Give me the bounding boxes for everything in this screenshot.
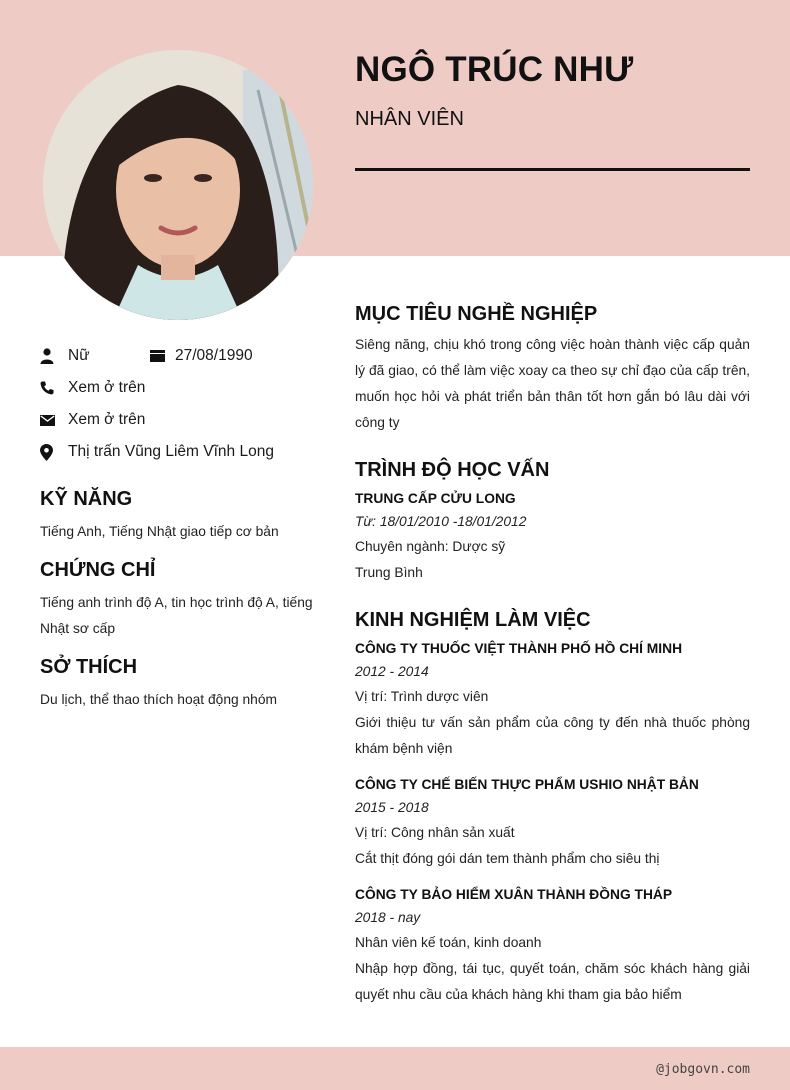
dob-value: 27/08/1990	[175, 347, 253, 364]
info-row-email	[40, 404, 325, 436]
address-value: Thị trấn Vũng Liêm Vĩnh Long	[68, 443, 274, 460]
experience-item	[355, 638, 750, 762]
experience-description: Giới thiệu tư vấn sản phẩm của công ty đến nhà thuốc phòng khám bệnh viện	[355, 715, 750, 756]
phone-value: Xem ở trên	[68, 379, 146, 396]
hobbies-heading: SỞ THÍCH	[40, 656, 138, 678]
education-grade: Trung Bình	[355, 565, 423, 580]
education-period: Từ: 18/01/2010 -18/01/2012	[355, 514, 527, 529]
experience-item	[355, 774, 750, 872]
education-school: TRUNG CẤP CỬU LONG	[355, 491, 516, 506]
skills-text: Tiếng Anh, Tiếng Nhật giao tiếp cơ bản	[40, 524, 279, 539]
right-column	[355, 300, 750, 1008]
experience-description: Nhập hợp đồng, tái tục, quyết toán, chăm sóc khách hàng giải quyết nhu cầu của khách hàng khi tham gia bảo hiểm	[355, 961, 750, 1002]
location-pin-icon	[40, 444, 68, 461]
email-value: Xem ở trên	[68, 411, 146, 428]
experience-position: Nhân viên kế toán, kinh doanh	[355, 935, 542, 950]
profile-name: NGÔ TRÚC NHƯ	[355, 50, 634, 89]
header-divider	[355, 168, 750, 171]
experience-company: CÔNG TY THUỐC VIỆT THÀNH PHỐ HỒ CHÍ MINH	[355, 641, 683, 656]
person-icon	[40, 348, 68, 364]
experience-item	[355, 884, 750, 1008]
experience-description: Cắt thịt đóng gói dán tem thành phẩm cho siêu thị	[355, 851, 660, 866]
profile-title: NHÂN VIÊN	[355, 108, 464, 130]
skills-heading: KỸ NĂNG	[40, 488, 133, 510]
certificates-text: Tiếng anh trình độ A, tin học trình độ A, tiếng Nhật sơ cấp	[40, 595, 313, 636]
experience-period: 2018 - nay	[355, 910, 421, 925]
footer-brand: @jobgovn.com	[656, 1062, 750, 1077]
dob-group	[150, 340, 253, 372]
objective-text: Siêng năng, chịu khó trong công việc hoàn thành việc cấp quản lý đã giao, có thể làm việc xoay ca theo sự chỉ đạo của cấp trên, muốn học hỏi và phát triển bản thân tốt hơn gắn bó lâu dài với công ty	[355, 337, 750, 430]
hobbies-text: Du lịch, thể thao thích hoạt động nhóm	[40, 692, 278, 707]
calendar-icon	[150, 350, 175, 362]
experience-company: CÔNG TY BẢO HIỂM XUÂN THÀNH ĐỒNG THÁP	[355, 887, 673, 902]
education-major: Chuyên ngành: Dược sỹ	[355, 539, 506, 554]
gender-value: Nữ	[68, 347, 90, 364]
profile-photo	[43, 50, 313, 320]
experience-position: Vị trí: Công nhân sản xuất	[355, 825, 515, 840]
experience-period: 2012 - 2014	[355, 664, 429, 679]
left-column	[40, 340, 325, 713]
experience-position: Vị trí: Trình dược viên	[355, 689, 489, 704]
objective-heading: MỤC TIÊU NGHỀ NGHIỆP	[355, 303, 598, 325]
experience-heading: KINH NGHIỆM LÀM VIỆC	[355, 609, 591, 631]
experience-company: CÔNG TY CHẾ BIẾN THỰC PHẨM USHIO NHẬT BẢN	[355, 777, 699, 792]
experience-period: 2015 - 2018	[355, 800, 429, 815]
info-row-phone	[40, 372, 325, 404]
mail-icon	[40, 415, 68, 426]
phone-icon	[40, 381, 68, 395]
certificates-heading: CHỨNG CHỈ	[40, 559, 156, 581]
education-heading: TRÌNH ĐỘ HỌC VẤN	[355, 459, 550, 481]
info-row-address	[40, 436, 325, 468]
info-row-gender-dob	[40, 340, 325, 372]
